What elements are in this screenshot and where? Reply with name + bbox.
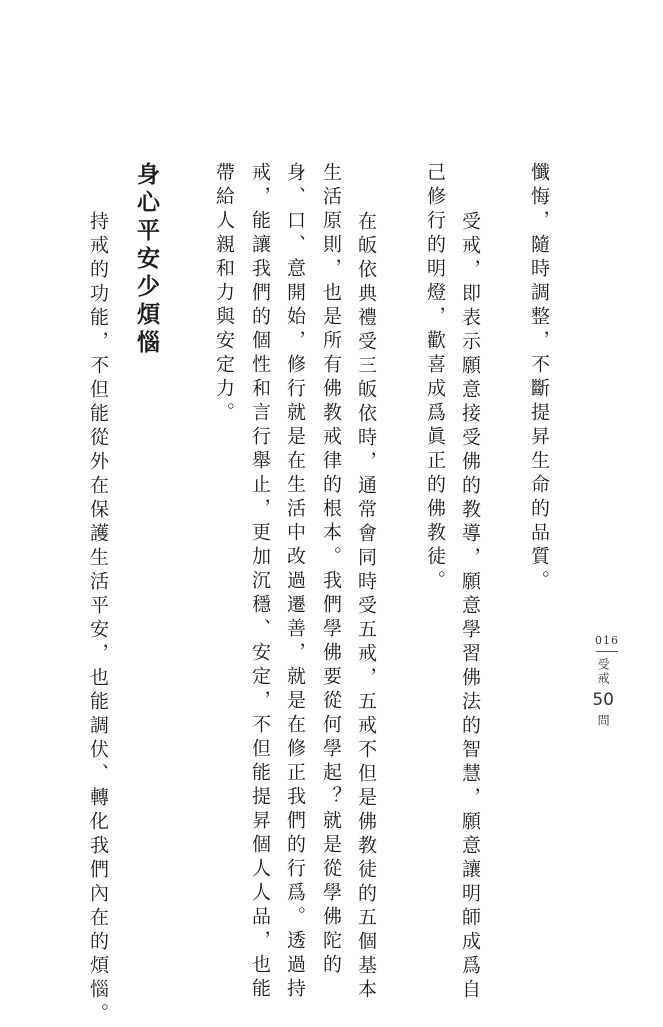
- page-number: 016: [595, 634, 619, 647]
- text-line: 持戒的功能，不但能從外在保護生活平安，也能調伏、轉化我們內在的煩惱。: [87, 211, 109, 1027]
- book-title-post: 問: [596, 714, 611, 728]
- section-heading: 身心平安少煩惱: [133, 162, 159, 358]
- running-book-title: [592, 658, 614, 728]
- folio: [585, 634, 629, 728]
- text-line: 生活原則，也是所有佛教戒律的根本。我們學佛要從何學起？就是從學佛陀的: [320, 162, 342, 978]
- text-line: 戒，能讓我們的個性和言行舉止，更加沉穩、安定，不但能提昇個人人品，也能: [249, 162, 271, 1002]
- book-title-number: 50: [592, 690, 614, 710]
- text-line: 受戒，即表示願意接受佛的教導，願意學習佛法的智慧，願意讓明師成爲自: [459, 211, 481, 1003]
- book-title-pre: 受戒: [596, 658, 611, 686]
- text-line: 帶給人親和力與安定力。: [213, 162, 235, 426]
- text-line: 在皈依典禮受三皈依時，通常會同時受五戒，五戒不但是佛教徒的五個基本: [355, 211, 377, 1003]
- text-line: 懺悔，隨時調整，不斷提昇生命的品質。: [528, 162, 550, 594]
- text-line: 身、口、意開始，修行就是在生活中改過遷善，就是在修正我們的行爲。透過持: [284, 162, 306, 1002]
- folio-divider: [596, 651, 618, 652]
- text-line: 己修行的明燈，歡喜成爲眞正的佛教徒。: [424, 162, 446, 594]
